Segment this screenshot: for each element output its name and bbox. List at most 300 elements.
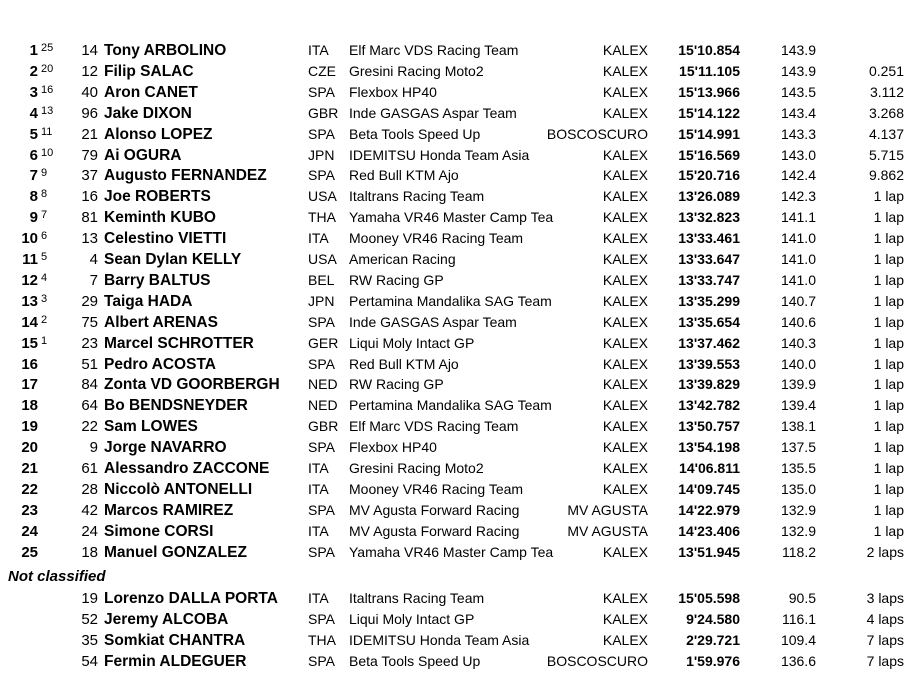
average-speed: 140.7	[780, 292, 816, 309]
nationality: SPA	[308, 610, 335, 627]
total-time: 13'39.553	[678, 355, 740, 372]
rider-name: Manuel GONZALEZ	[104, 543, 247, 561]
points: 2	[41, 313, 48, 326]
total-time: 14'22.979	[678, 501, 740, 518]
nationality: GBR	[308, 418, 339, 435]
motorcycle: KALEX	[602, 610, 648, 627]
table-row	[0, 542, 908, 563]
table-row	[0, 124, 908, 145]
table-row	[0, 395, 908, 416]
average-speed: 143.5	[780, 83, 816, 100]
rider-name: Sam LOWES	[104, 418, 198, 436]
rider-number: 18	[81, 543, 98, 561]
position: 4	[29, 104, 38, 122]
rider-number: 24	[81, 522, 98, 540]
rider-name: Zonta VD GOORBERGH	[104, 376, 280, 394]
rider-number: 16	[81, 188, 98, 206]
position: 9	[29, 209, 38, 227]
gap: 1 lap	[873, 209, 904, 226]
rider-name: Jeremy ALCOBA	[104, 610, 229, 628]
rider-number: 22	[81, 418, 98, 436]
gap: 7 laps	[866, 652, 904, 669]
rider-number: 52	[81, 610, 98, 628]
table-row	[0, 416, 908, 437]
team-name: Mooney VR46 Racing Team	[349, 230, 524, 247]
rider-name: Niccolò ANTONELLI	[104, 480, 253, 498]
motorcycle: KALEX	[602, 631, 648, 648]
rider-number: 61	[81, 460, 98, 477]
nationality: SPA	[308, 439, 335, 456]
gap: 3.112	[870, 83, 904, 100]
team-name: Liqui Moly Intact GP	[349, 334, 475, 351]
rider-number: 75	[81, 313, 98, 331]
team-name: Gresini Racing Moto2	[349, 460, 484, 476]
rider-name: Aron CANET	[104, 83, 198, 101]
nationality: THA	[308, 631, 336, 648]
team-name: Gresini Racing Moto2	[349, 62, 484, 79]
motorcycle: KALEX	[602, 418, 648, 435]
points: 20	[41, 62, 54, 75]
nationality: USA	[308, 188, 337, 205]
nationality: SPA	[308, 543, 335, 560]
total-time: 2'29.721	[686, 631, 740, 648]
team-name: Elf Marc VDS Racing Team	[349, 42, 519, 58]
rider-name: Keminth KUBO	[104, 209, 216, 227]
table-row	[0, 207, 908, 228]
position: 1	[29, 42, 38, 59]
table-row	[0, 374, 908, 395]
nationality: SPA	[308, 501, 335, 518]
rider-number: 19	[81, 590, 98, 607]
total-time: 13'33.747	[678, 271, 740, 288]
position: 22	[21, 480, 38, 498]
table-row	[0, 61, 908, 82]
gap: 1 lap	[873, 230, 904, 247]
rider-name: Simone CORSI	[104, 522, 214, 540]
gap: 1 lap	[873, 439, 904, 456]
nationality: ITA	[308, 480, 329, 497]
rider-name: Augusto FERNANDEZ	[104, 167, 267, 185]
team-name: American Racing	[349, 251, 456, 267]
table-row	[0, 609, 908, 630]
table-row	[0, 479, 908, 500]
points: 5	[41, 251, 48, 263]
motorcycle: KALEX	[602, 334, 648, 351]
table-row	[0, 165, 908, 186]
gap: 7 laps	[866, 631, 904, 648]
total-time: 13'39.829	[678, 376, 740, 393]
table-row	[0, 103, 908, 124]
average-speed: 132.9	[780, 522, 816, 539]
table-row	[0, 521, 908, 542]
nationality: GER	[308, 334, 339, 351]
rider-number: 9	[89, 439, 98, 457]
gap: 3.268	[868, 104, 904, 121]
team-name: Pertamina Mandalika SAG Team	[349, 292, 552, 309]
motorcycle: KALEX	[602, 83, 648, 100]
table-row	[0, 228, 908, 249]
team-name: Liqui Moly Intact GP	[349, 610, 475, 627]
rider-number: 96	[81, 104, 98, 122]
points: 25	[41, 42, 54, 54]
nationality: SPA	[308, 355, 335, 372]
rider-name: Celestino VIETTI	[104, 230, 227, 248]
motorcycle: KALEX	[602, 146, 648, 163]
average-speed: 143.4	[780, 104, 816, 121]
average-speed: 141.1	[780, 209, 816, 226]
total-time: 14'06.811	[679, 460, 740, 476]
average-speed: 137.5	[780, 439, 816, 456]
gap: 9.862	[868, 167, 904, 184]
average-speed: 132.9	[780, 501, 816, 518]
rider-name: Pedro ACOSTA	[104, 355, 216, 373]
nationality: BEL	[308, 271, 335, 288]
gap: 5.715	[868, 146, 904, 163]
motorcycle: BOSCOSCURO	[546, 125, 648, 142]
nationality: THA	[308, 209, 336, 226]
not-classified-heading: Not classified	[8, 568, 106, 585]
points: 13	[41, 104, 54, 117]
total-time: 15'14.122	[678, 104, 740, 121]
team-name: Pertamina Mandalika SAG Team	[349, 397, 552, 414]
motorcycle: KALEX	[602, 209, 648, 226]
team-name: Red Bull KTM Ajo	[349, 355, 459, 372]
total-time: 15'10.854	[678, 42, 740, 58]
team-name: Inde GASGAS Aspar Team	[349, 104, 517, 121]
nationality: SPA	[308, 652, 335, 669]
team-name: Yamaha VR46 Master Camp Tea	[349, 543, 554, 560]
team-name: Inde GASGAS Aspar Team	[349, 313, 517, 330]
rider-number: 21	[81, 125, 98, 143]
points: 7	[41, 209, 48, 222]
rider-number: 84	[81, 376, 98, 394]
motorcycle: KALEX	[602, 397, 648, 414]
team-name: Mooney VR46 Racing Team	[349, 480, 524, 497]
rider-name: Marcos RAMIREZ	[104, 501, 234, 519]
motorcycle: KALEX	[602, 355, 648, 372]
table-row	[0, 186, 908, 207]
average-speed: 141.0	[780, 271, 816, 288]
total-time: 14'09.745	[678, 480, 740, 497]
table-row	[0, 354, 908, 375]
cropped-header-glyph	[84, 0, 100, 2]
team-name: RW Racing GP	[349, 376, 444, 393]
motorcycle: KALEX	[602, 62, 648, 79]
average-speed: 139.4	[780, 397, 816, 414]
motorcycle: KALEX	[602, 313, 648, 330]
position: 13	[21, 292, 38, 310]
average-speed: 135.0	[780, 480, 816, 497]
points: 9	[41, 167, 48, 180]
average-speed: 90.5	[788, 590, 816, 606]
average-speed: 135.5	[780, 460, 816, 476]
nationality: NED	[308, 376, 338, 393]
points: 6	[41, 230, 48, 243]
rider-number: 40	[81, 83, 98, 101]
gap: 1 lap	[873, 480, 904, 497]
gap: 1 lap	[873, 501, 904, 518]
points: 16	[41, 83, 54, 96]
team-name: Yamaha VR46 Master Camp Tea	[349, 209, 554, 226]
rider-number: 81	[81, 209, 98, 227]
rider-number: 35	[81, 631, 98, 649]
table-row	[0, 651, 908, 672]
position: 2	[29, 62, 38, 80]
average-speed: 140.6	[780, 313, 816, 330]
average-speed: 142.4	[780, 167, 816, 184]
table-row	[0, 249, 908, 270]
total-time: 15'05.598	[678, 590, 740, 606]
table-row	[0, 588, 908, 609]
position: 19	[21, 418, 38, 436]
gap: 0.251	[868, 62, 904, 79]
rider-name: Marcel SCHROTTER	[104, 334, 254, 352]
total-time: 15'11.105	[679, 62, 740, 79]
position: 12	[21, 271, 38, 289]
table-row	[0, 500, 908, 521]
motorcycle: KALEX	[602, 292, 648, 309]
motorcycle: KALEX	[602, 104, 648, 121]
motorcycle: KALEX	[602, 590, 648, 606]
team-name: Flexbox HP40	[349, 83, 437, 100]
points: 4	[41, 271, 48, 284]
position: 15	[21, 334, 38, 352]
gap: 1 lap	[873, 251, 904, 267]
total-time: 13'42.782	[678, 397, 740, 414]
position: 21	[21, 460, 38, 477]
team-name: Elf Marc VDS Racing Team	[349, 418, 519, 435]
rider-name: Jorge NAVARRO	[104, 439, 227, 457]
position: 16	[21, 355, 38, 373]
total-time: 13'35.654	[678, 313, 740, 330]
gap: 1 lap	[873, 188, 904, 205]
motorcycle: MV AGUSTA	[567, 522, 648, 539]
position: 7	[29, 167, 38, 185]
team-name: MV Agusta Forward Racing	[349, 501, 520, 518]
rider-number: 37	[81, 167, 98, 185]
points: 1	[41, 334, 48, 347]
position: 3	[29, 83, 38, 101]
total-time: 13'51.945	[678, 543, 740, 560]
table-row	[0, 312, 908, 333]
average-speed: 143.0	[780, 146, 816, 163]
nationality: GBR	[308, 104, 339, 121]
points: 3	[41, 292, 48, 305]
rider-number: 4	[89, 251, 98, 268]
rider-number: 29	[81, 292, 98, 310]
gap: 2 laps	[866, 543, 904, 560]
position: 17	[21, 376, 38, 394]
motorcycle: KALEX	[602, 439, 648, 456]
gap: 1 lap	[873, 334, 904, 351]
rider-number: 7	[89, 271, 98, 289]
motorcycle: KALEX	[602, 460, 648, 476]
table-row	[0, 82, 908, 103]
rider-name: Jake DIXON	[104, 104, 192, 122]
rider-name: Joe ROBERTS	[104, 188, 211, 206]
motorcycle: KALEX	[602, 230, 648, 247]
total-time: 13'26.089	[678, 188, 740, 205]
position: 10	[21, 230, 38, 248]
points: 8	[41, 188, 48, 201]
average-speed: 141.0	[780, 230, 816, 247]
rider-name: Somkiat CHANTRA	[104, 631, 246, 649]
nationality: ITA	[308, 460, 329, 476]
nationality: ITA	[308, 42, 329, 58]
rider-name: Tony ARBOLINO	[104, 42, 227, 59]
table-row	[0, 40, 908, 61]
rider-name: Filip SALAC	[104, 62, 194, 80]
gap: 1 lap	[873, 271, 904, 288]
nationality: SPA	[308, 125, 335, 142]
table-row	[0, 145, 908, 166]
motorcycle: KALEX	[602, 271, 648, 288]
rider-name: Albert ARENAS	[104, 313, 218, 331]
position: 11	[22, 251, 38, 268]
gap: 1 lap	[873, 292, 904, 309]
rider-number: 12	[81, 62, 98, 80]
position: 5	[29, 125, 38, 143]
average-speed: 139.9	[780, 376, 816, 393]
nationality: ITA	[308, 522, 329, 539]
total-time: 13'54.198	[678, 439, 740, 456]
rider-number: 23	[81, 334, 98, 352]
motorcycle: KALEX	[602, 376, 648, 393]
team-name: Flexbox HP40	[349, 439, 437, 456]
rider-name: Alonso LOPEZ	[104, 125, 213, 143]
average-speed: 118.2	[782, 543, 816, 560]
gap: 1 lap	[873, 522, 904, 539]
position: 18	[21, 397, 38, 415]
nationality: NED	[308, 397, 338, 414]
gap: 1 lap	[873, 355, 904, 372]
rider-name: Sean Dylan KELLY	[104, 251, 242, 268]
rider-name: Bo BENDSNEYDER	[104, 397, 248, 415]
position: 14	[21, 313, 38, 331]
total-time: 15'14.991	[678, 125, 740, 142]
total-time: 9'24.580	[686, 610, 740, 627]
total-time: 13'35.299	[678, 292, 740, 309]
nationality: SPA	[308, 167, 335, 184]
motorcycle: KALEX	[602, 167, 648, 184]
total-time: 13'37.462	[678, 334, 740, 351]
rider-number: 51	[81, 355, 98, 373]
average-speed: 141.0	[780, 251, 816, 267]
gap: 1 lap	[873, 418, 904, 435]
rider-number: 54	[81, 652, 98, 670]
average-speed: 136.6	[780, 652, 816, 669]
team-name: Italtrans Racing Team	[349, 590, 485, 606]
points: 11	[41, 125, 53, 138]
nationality: SPA	[308, 83, 335, 100]
position: 23	[21, 501, 38, 519]
motorcycle: KALEX	[602, 42, 648, 58]
nationality: USA	[308, 251, 337, 267]
average-speed: 109.4	[780, 631, 816, 648]
total-time: 1'59.976	[686, 652, 740, 669]
table-row	[0, 291, 908, 312]
nationality: SPA	[308, 313, 335, 330]
motorcycle: KALEX	[602, 188, 648, 205]
motorcycle: KALEX	[602, 543, 648, 560]
total-time: 13'50.757	[678, 418, 740, 435]
team-name: Italtrans Racing Team	[349, 188, 485, 205]
gap: 1 lap	[873, 460, 904, 476]
position: 6	[29, 146, 38, 164]
gap: 4.137	[868, 125, 904, 142]
average-speed: 143.9	[780, 62, 816, 79]
motorcycle: BOSCOSCURO	[546, 652, 648, 669]
gap: 4 laps	[866, 610, 904, 627]
gap: 3 laps	[866, 590, 904, 606]
nationality: CZE	[308, 62, 336, 79]
rider-name: Alessandro ZACCONE	[104, 460, 270, 477]
gap: 1 lap	[873, 313, 904, 330]
nationality: ITA	[308, 590, 329, 606]
team-name: Red Bull KTM Ajo	[349, 167, 459, 184]
average-speed: 142.3	[780, 188, 816, 205]
total-time: 15'20.716	[678, 167, 740, 184]
motorcycle: KALEX	[602, 480, 648, 497]
nationality: JPN	[308, 292, 335, 309]
rider-number: 64	[81, 397, 98, 415]
rider-name: Barry BALTUS	[104, 271, 211, 289]
rider-number: 42	[81, 501, 98, 519]
motorcycle: KALEX	[602, 251, 648, 267]
total-time: 13'32.823	[678, 209, 740, 226]
position: 25	[21, 543, 38, 561]
table-row	[0, 437, 908, 458]
rider-name: Fermin ALDEGUER	[104, 652, 247, 670]
position: 20	[21, 439, 38, 457]
position: 24	[21, 522, 38, 540]
gap: 1 lap	[873, 376, 904, 393]
motorcycle: MV AGUSTA	[567, 501, 648, 518]
rider-name: Lorenzo DALLA PORTA	[104, 590, 278, 607]
nationality: ITA	[308, 230, 329, 247]
rider-number: 79	[81, 146, 98, 164]
team-name: Beta Tools Speed Up	[349, 652, 481, 669]
total-time: 13'33.647	[678, 251, 740, 267]
team-name: IDEMITSU Honda Team Asia	[349, 631, 530, 648]
table-row	[0, 270, 908, 291]
rider-number: 28	[81, 480, 98, 498]
points: 10	[41, 146, 54, 159]
team-name: IDEMITSU Honda Team Asia	[349, 146, 530, 163]
total-time: 14'23.406	[678, 522, 740, 539]
rider-number: 13	[81, 230, 98, 248]
average-speed: 143.9	[780, 42, 816, 58]
nationality: JPN	[308, 146, 335, 163]
team-name: MV Agusta Forward Racing	[349, 522, 520, 539]
average-speed: 138.1	[780, 418, 816, 435]
average-speed: 140.3	[780, 334, 816, 351]
table-row	[0, 630, 908, 651]
total-time: 13'33.461	[678, 230, 740, 247]
rider-name: Ai OGURA	[104, 146, 182, 164]
total-time: 15'16.569	[678, 146, 740, 163]
average-speed: 116.1	[782, 610, 816, 627]
average-speed: 140.0	[780, 355, 816, 372]
total-time: 15'13.966	[678, 83, 740, 100]
rider-number: 14	[81, 42, 98, 59]
team-name: Beta Tools Speed Up	[349, 125, 481, 142]
table-row	[0, 458, 908, 479]
average-speed: 143.3	[780, 125, 816, 142]
team-name: RW Racing GP	[349, 271, 444, 288]
rider-name: Taiga HADA	[104, 292, 193, 310]
table-row	[0, 333, 908, 354]
